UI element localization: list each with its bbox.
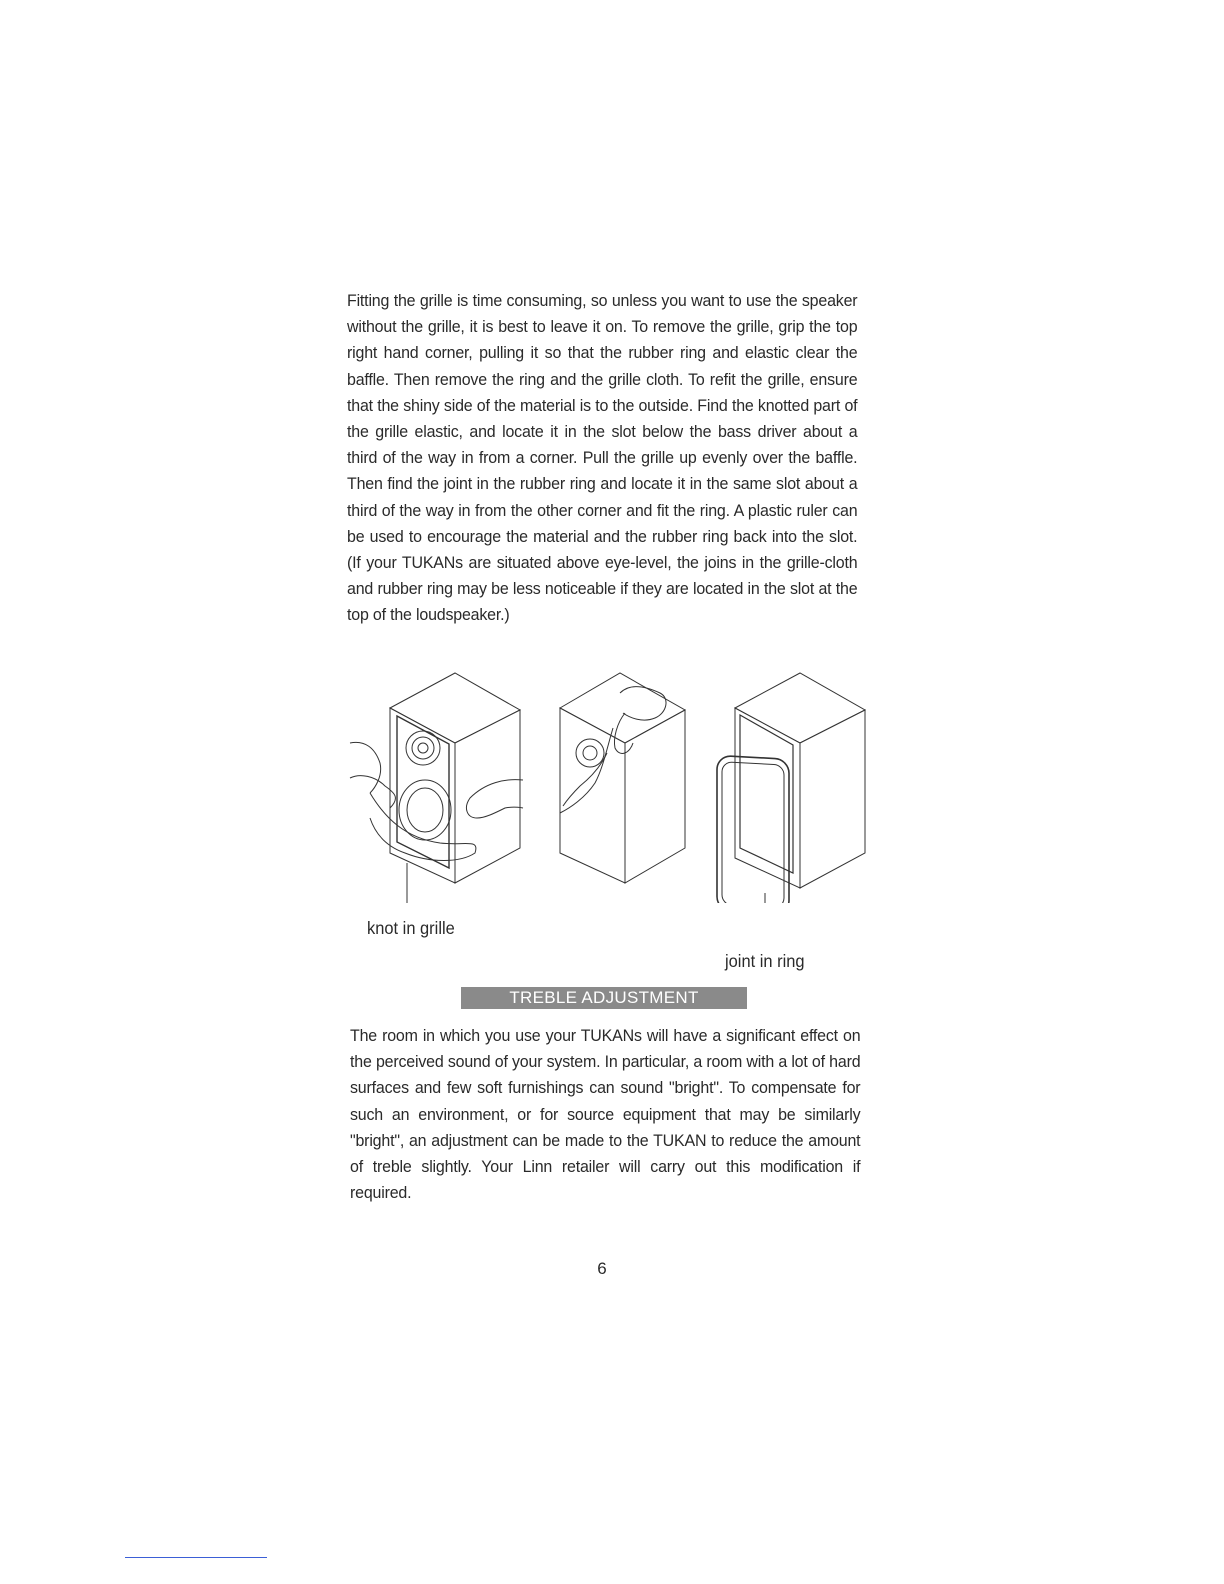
speaker-rubber-ring-drawing [717, 673, 865, 903]
speaker-peeling-grille-drawing [560, 673, 685, 883]
grille-instructions-paragraph: Fitting the grille is time consuming, so unless you want to use the speaker without the grille, it is best to leave it on. To remove the grille, grip the top right hand corner, pulling it so that the rubber ring and elastic clear the baffle. Then remove the ring and the grille cloth. To refit the grille, ensure that the shiny side of the material is to the outside. Find the knotted part of the grille elastic, and locate it in the slot below the bass driver about a third of the way in from a corner. Pull the grille up evenly over the baffle. Then find the joint in the rubber ring and locate it in the same slot about a third of the way in from the other corner and fit the ring. A plastic ruler can be used to encourage the material and the rubber ring back into the slot. (If your TUKANs are situated above eye-level, the joins in the grille-cloth and rubber ring may be less noticeable if they are located in the slot at the top of the loudspeaker.) [347, 291, 858, 625]
joint-in-ring-caption: joint in ring [725, 951, 805, 971]
treble-adjustment-heading: TREBLE ADJUSTMENT [461, 987, 747, 1009]
speaker-removing-grille-drawing [350, 673, 523, 903]
page-number: 6 [597, 1259, 607, 1278]
treble-adjustment-paragraph: The room in which you use your TUKANs will have a significant effect on the perceived sound of your system. In particular, a room with a lot of hard surfaces and few soft furnishings can sound "bright". To compensate for such an environment, or for source equipment that may be similarly "bright", an adjustment can be made to the TUKAN to reduce the amount of treble slightly. Your Linn retailer will carry out this modification if required. [350, 1026, 861, 1203]
footnote-rule [125, 1557, 267, 1558]
grille-fitting-illustrations [345, 668, 875, 903]
knot-in-grille-caption: knot in grille [367, 918, 455, 938]
